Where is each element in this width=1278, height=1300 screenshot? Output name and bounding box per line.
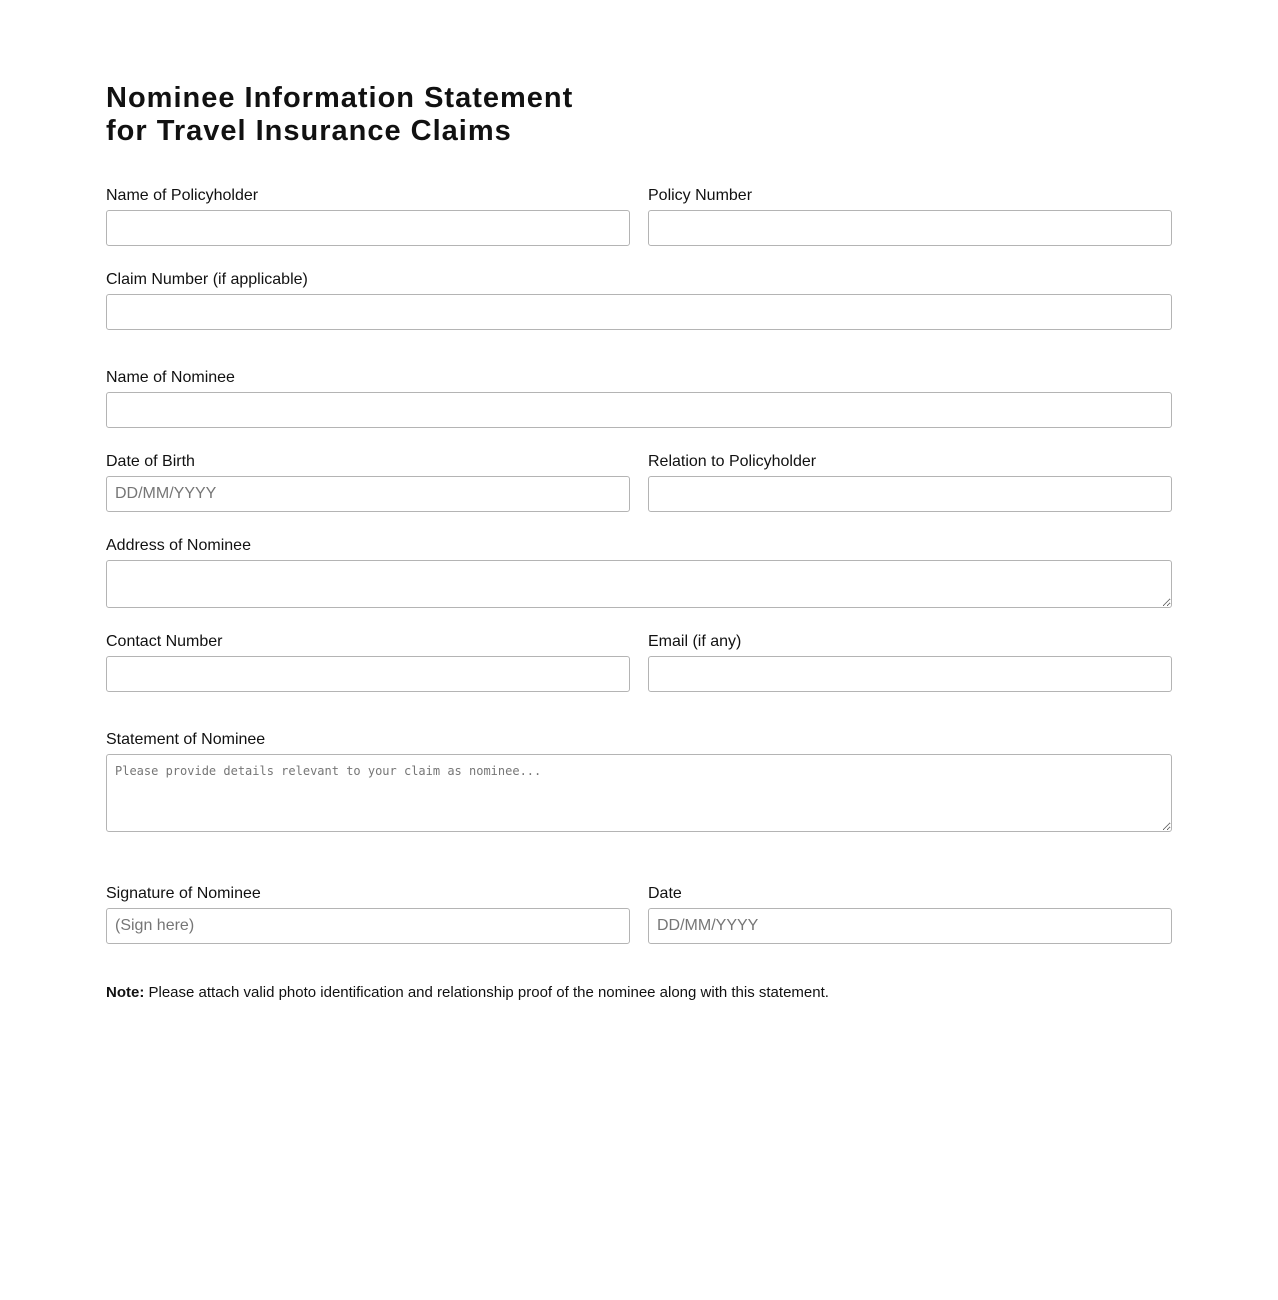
date-of-birth-input[interactable] <box>106 476 630 512</box>
date-label: Date <box>648 885 682 902</box>
relation-input[interactable] <box>648 476 1172 512</box>
attachment-note <box>106 984 829 1002</box>
statement-textarea[interactable] <box>106 754 1172 832</box>
policyholder-name-field <box>106 187 630 205</box>
date-of-birth-field <box>106 453 630 471</box>
signature-field <box>106 885 630 903</box>
claim-number-label: Claim Number (if applicable) <box>106 271 308 288</box>
date-field <box>648 885 1172 903</box>
date-input[interactable] <box>648 908 1172 944</box>
address-textarea[interactable] <box>106 560 1172 608</box>
nominee-name-field <box>106 369 1172 387</box>
email-field <box>648 633 1172 651</box>
statement-field <box>106 731 1172 749</box>
address-label: Address of Nominee <box>106 537 251 554</box>
nominee-name-label: Name of Nominee <box>106 369 235 386</box>
policy-number-field <box>648 187 1172 205</box>
policyholder-name-label: Name of Policyholder <box>106 187 259 204</box>
signature-input[interactable] <box>106 908 630 944</box>
page-title <box>106 82 666 148</box>
policy-number-label: Policy Number <box>648 187 753 204</box>
signature-label: Signature of Nominee <box>106 885 261 902</box>
address-field <box>106 537 1172 555</box>
page-title-line-1: Nominee Information Statement <box>106 82 574 114</box>
relation-field <box>648 453 1172 471</box>
claim-number-input[interactable] <box>106 294 1172 330</box>
policy-number-input[interactable] <box>648 210 1172 246</box>
claim-number-field <box>106 271 1172 289</box>
note-text: Please attach valid photo identification and relationship proof of the nominee along with this statement. <box>144 984 829 1001</box>
date-of-birth-label: Date of Birth <box>106 453 195 470</box>
contact-number-field <box>106 633 630 651</box>
statement-label: Statement of Nominee <box>106 731 266 748</box>
nominee-name-input[interactable] <box>106 392 1172 428</box>
contact-number-input[interactable] <box>106 656 630 692</box>
contact-number-label: Contact Number <box>106 633 223 650</box>
note-prefix: Note: <box>106 984 145 1001</box>
relation-label: Relation to Policyholder <box>648 453 817 470</box>
policyholder-name-input[interactable] <box>106 210 630 246</box>
page-title-line-2: for Travel Insurance Claims <box>106 115 512 147</box>
email-input[interactable] <box>648 656 1172 692</box>
email-label: Email (if any) <box>648 633 742 650</box>
